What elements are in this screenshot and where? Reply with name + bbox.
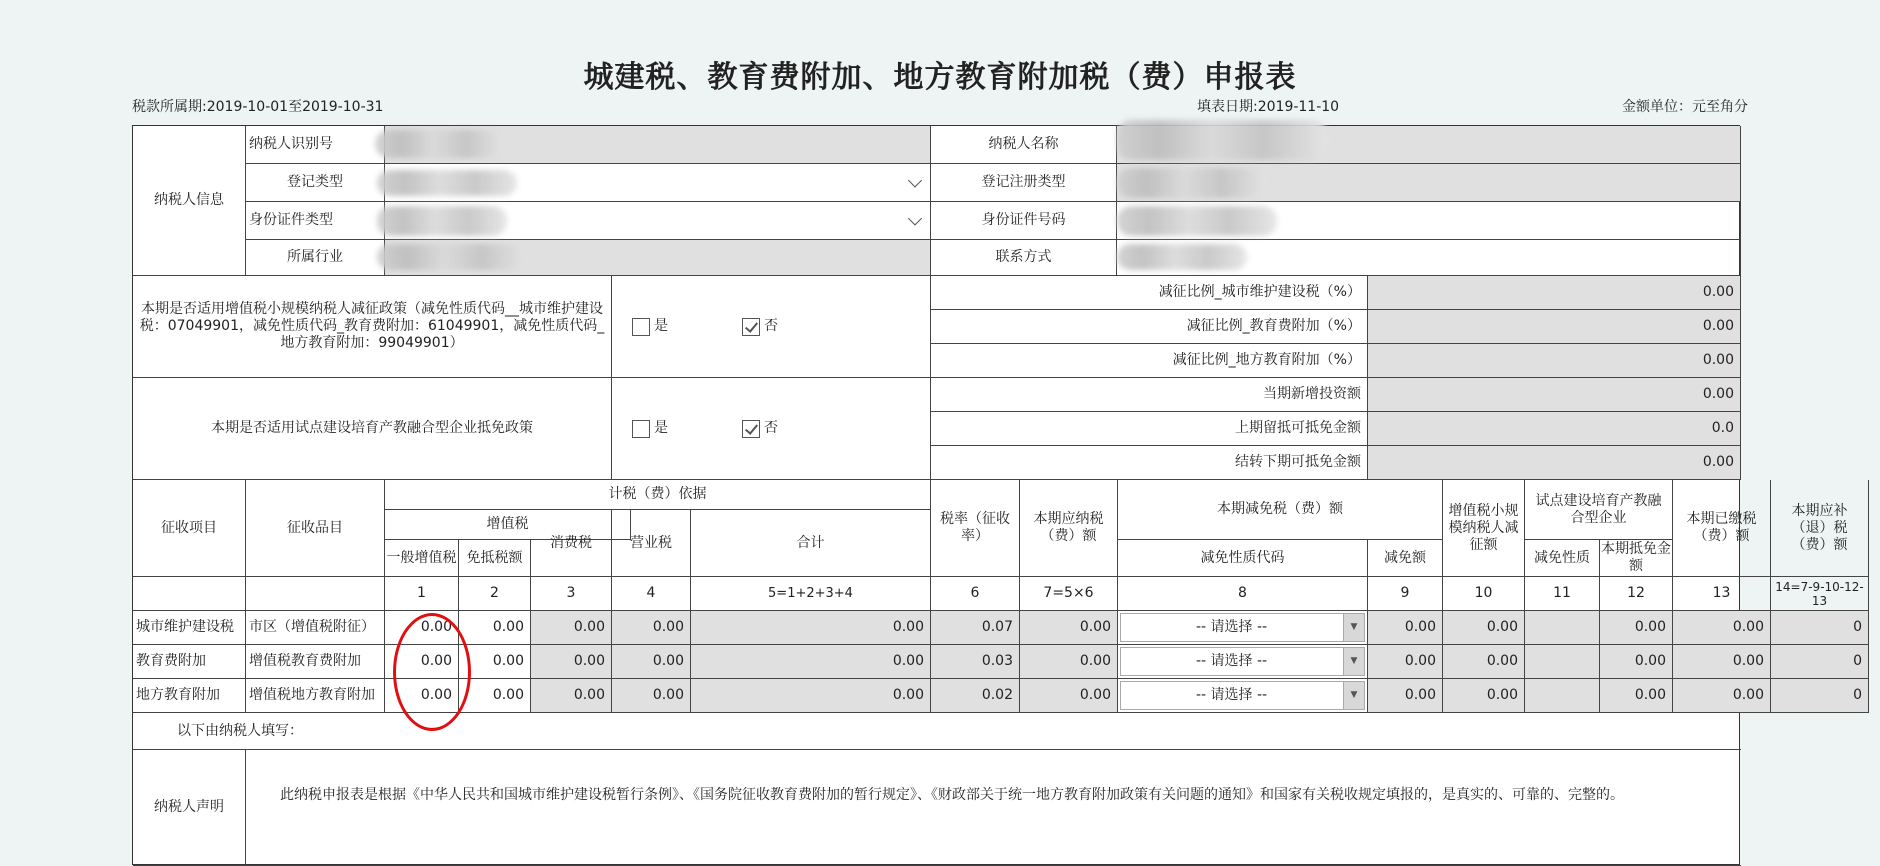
- policy1-rate-city-label: 减征比例_城市维护建设税（%）: [931, 276, 1368, 310]
- paid-cell: 0.00: [1673, 611, 1771, 645]
- refund-cell: 0: [1771, 645, 1869, 679]
- checkbox-checked-icon[interactable]: [742, 318, 760, 336]
- refund-cell: 0: [1771, 679, 1869, 713]
- policy1-no-option[interactable]: [742, 318, 778, 336]
- header-total: 合计: [691, 510, 931, 577]
- header-refund: 本期应补（退）税（费）额: [1771, 480, 1869, 577]
- contact-label: 联系方式: [931, 240, 1117, 276]
- reduction-amount-cell: 0.00: [1368, 645, 1443, 679]
- business-tax-cell: 0.00: [612, 679, 691, 713]
- row-item: 地方教育附加: [133, 679, 246, 713]
- small-scale-reduction-cell: 0.00: [1443, 611, 1525, 645]
- total-cell: 0.00: [691, 679, 931, 713]
- policy2-choice: [612, 378, 931, 480]
- paid-cell: 0.00: [1673, 679, 1771, 713]
- header-payable: 本期应纳税（费）额: [1020, 480, 1118, 577]
- exempt-vat-input[interactable]: 0.00: [459, 611, 531, 645]
- id-doc-no-label: 身份证件号码: [931, 202, 1117, 240]
- pilot-credit-cell: 0.00: [1600, 645, 1673, 679]
- small-scale-reduction-cell: 0.00: [1443, 645, 1525, 679]
- policy2-new-investment-label: 当期新增投资额: [931, 378, 1368, 412]
- reg-reg-type-field[interactable]: [1117, 164, 1741, 202]
- policy1-rate-local-label: 减征比例_地方教育附加（%）: [931, 344, 1368, 378]
- consumption-tax-cell: 0.00: [531, 645, 612, 679]
- reduction-amount-cell: 0.00: [1368, 611, 1443, 645]
- policy1-no-label: 否: [764, 318, 778, 334]
- taxpayer-info-label: 纳税人信息: [133, 126, 246, 276]
- id-doc-no-field[interactable]: [1117, 202, 1741, 240]
- colnum: 14=7-9-10-12-13: [1771, 577, 1869, 611]
- policy2-new-investment-value[interactable]: 0.00: [1368, 378, 1741, 412]
- policy1-yes-option[interactable]: [632, 318, 668, 336]
- payable-cell: 0.00: [1020, 645, 1118, 679]
- policy1-rate-edu-value[interactable]: 0.00: [1368, 310, 1741, 344]
- colnum: 11: [1525, 577, 1600, 611]
- policy2-yes-option[interactable]: [632, 420, 668, 438]
- colnum-blank: [133, 577, 246, 611]
- colnum: 13: [1673, 577, 1771, 611]
- fill-note: 以下由纳税人填写：: [133, 713, 1741, 750]
- rate-cell: 0.02: [931, 679, 1020, 713]
- colnum: 12: [1600, 577, 1673, 611]
- header-small-scale: 增值税小规模纳税人减征额: [1443, 480, 1525, 577]
- payable-cell: 0.00: [1020, 611, 1118, 645]
- row-subitem: 增值税地方教育附加: [246, 679, 385, 713]
- tax-period: 税款所属期:2019-10-01至2019-10-31: [132, 99, 384, 115]
- reduction-code-select[interactable]: [1120, 681, 1365, 710]
- small-scale-reduction-cell: 0.00: [1443, 679, 1525, 713]
- policy1-rate-local-value[interactable]: 0.00: [1368, 344, 1741, 378]
- general-vat-input[interactable]: 0.00: [385, 645, 459, 679]
- header-general-vat: 一般增值税: [385, 540, 459, 577]
- header-basis: 计税（费）依据: [385, 480, 931, 510]
- colnum: 1: [385, 577, 459, 611]
- fill-date: 填表日期:2019-11-10: [1197, 99, 1340, 115]
- row-item: 城市维护建设税: [133, 611, 246, 645]
- total-cell: 0.00: [691, 611, 931, 645]
- reduction-amount-cell: 0.00: [1368, 679, 1443, 713]
- policy1-choice: [612, 276, 931, 378]
- row-subitem: 增值税教育费附加: [246, 645, 385, 679]
- policy2-prev-credit-value[interactable]: 0.0: [1368, 412, 1741, 446]
- consumption-tax-cell: 0.00: [531, 679, 612, 713]
- policy1-rate-edu-label: 减征比例_教育费附加（%）: [931, 310, 1368, 344]
- header-pilot-credit: 本期抵免金额: [1600, 540, 1673, 577]
- consumption-tax-cell: 0.00: [531, 611, 612, 645]
- policy1-yes-label: 是: [654, 318, 668, 334]
- reduction-code-cell: [1118, 611, 1368, 645]
- colnum: 7=5×6: [1020, 577, 1118, 611]
- policy2-carry-credit-label: 结转下期可抵免金额: [931, 446, 1368, 480]
- reduction-code-cell: [1118, 679, 1368, 713]
- policy2-text: 本期是否适用试点建设培育产教融合型企业抵免政策: [133, 378, 612, 480]
- dropdown-arrow-icon[interactable]: ▼: [1343, 682, 1364, 709]
- header-reduction-amount: 减免额: [1368, 540, 1443, 577]
- policy2-carry-credit-value[interactable]: 0.00: [1368, 446, 1741, 480]
- rate-cell: 0.03: [931, 645, 1020, 679]
- select-placeholder: -- 请选择 --: [1195, 619, 1268, 635]
- colnum: 2: [459, 577, 531, 611]
- general-vat-input[interactable]: 0.00: [385, 679, 459, 713]
- exempt-vat-input[interactable]: 0.00: [459, 679, 531, 713]
- taxpayer-name-field[interactable]: [1117, 126, 1741, 164]
- industry-field[interactable]: [385, 240, 931, 276]
- pilot-credit-cell: 0.00: [1600, 679, 1673, 713]
- business-tax-cell: 0.00: [612, 645, 691, 679]
- page-title: 城建税、教育费附加、地方教育附加税（费）申报表: [583, 60, 1297, 95]
- payable-cell: 0.00: [1020, 679, 1118, 713]
- declaration-text: 此纳税申报表是根据《中华人民共和国城市维护建设税暂行条例》、《国务院征收教育费附加的暂行规定》、《财政部关于统一地方教育附加政策有关问题的通知》和国家有关税收规定填报的，是真实的、可靠的、完整的。: [246, 750, 1741, 866]
- header-pilot: 试点建设培育产教融合型企业: [1525, 480, 1673, 540]
- taxpayer-id-label: 纳税人识别号: [246, 126, 385, 164]
- amount-unit: 金额单位：元至角分: [1622, 99, 1748, 115]
- policy2-yes-label: 是: [654, 420, 668, 436]
- header-item: 征收项目: [133, 480, 246, 577]
- row-item: 教育费附加: [133, 645, 246, 679]
- pilot-credit-cell: 0.00: [1600, 611, 1673, 645]
- id-doc-type-label: 身份证件类型: [246, 202, 385, 240]
- header-rate: 税率（征收率）: [931, 480, 1020, 577]
- reg-type-select[interactable]: [385, 164, 931, 202]
- policy1-rate-city-value[interactable]: 0.00: [1368, 276, 1741, 310]
- reg-type-label: 登记类型: [246, 164, 385, 202]
- taxpayer-name-label: 纳税人名称: [931, 126, 1117, 164]
- pilot-nature-cell: [1525, 679, 1600, 713]
- paid-cell: 0.00: [1673, 645, 1771, 679]
- checkbox-checked-icon[interactable]: [742, 420, 760, 438]
- colnum: 10: [1443, 577, 1525, 611]
- row-subitem: 市区（增值税附征）: [246, 611, 385, 645]
- pilot-nature-cell: [1525, 645, 1600, 679]
- taxpayer-id-field[interactable]: [385, 126, 931, 164]
- header-paid: 本期已缴税（费）额: [1673, 480, 1771, 577]
- colnum: 5=1+2+3+4: [691, 577, 931, 611]
- header-exempt-vat: 免抵税额: [459, 540, 531, 577]
- reduction-code-select[interactable]: [1120, 613, 1365, 642]
- header-pilot-nature: 减免性质: [1525, 540, 1600, 577]
- header-consumption: 消费税: [531, 510, 612, 577]
- industry-label: 所属行业: [246, 240, 385, 276]
- policy2-no-label: 否: [764, 420, 778, 436]
- checkbox-empty-icon[interactable]: [632, 420, 650, 438]
- business-tax-cell: 0.00: [612, 611, 691, 645]
- header-reduction-code: 减免性质代码: [1118, 540, 1368, 577]
- header-business: 营业税: [612, 510, 691, 577]
- declaration-label: 纳税人声明: [133, 750, 246, 866]
- rate-cell: 0.07: [931, 611, 1020, 645]
- declaration-form: [132, 125, 1864, 865]
- dropdown-arrow-icon[interactable]: ▼: [1343, 648, 1364, 675]
- chevron-down-icon: [908, 173, 922, 187]
- dropdown-arrow-icon[interactable]: ▼: [1343, 614, 1364, 641]
- chevron-down-icon: [908, 211, 922, 225]
- policy2-no-option[interactable]: [742, 420, 778, 438]
- colnum: 3: [531, 577, 612, 611]
- policy1-text: 本期是否适用增值税小规模纳税人减征政策（减免性质代码__城市维护建设税：07049901，减免性质代码_教育费附加：61049901，减免性质代码_地方教育附加：99049901）: [133, 276, 612, 378]
- header-reduction: 本期减免税（费）额: [1118, 480, 1443, 540]
- colnum-blank: [246, 577, 385, 611]
- id-doc-type-select[interactable]: [385, 202, 931, 240]
- total-cell: 0.00: [691, 645, 931, 679]
- header-vat: 增值税: [385, 510, 631, 540]
- header-subitem: 征收品目: [246, 480, 385, 577]
- colnum: 6: [931, 577, 1020, 611]
- checkbox-empty-icon[interactable]: [632, 318, 650, 336]
- contact-field[interactable]: [1117, 240, 1741, 276]
- reg-reg-type-label: 登记注册类型: [931, 164, 1117, 202]
- reduction-code-cell: [1118, 645, 1368, 679]
- refund-cell: 0: [1771, 611, 1869, 645]
- colnum: 9: [1368, 577, 1443, 611]
- select-placeholder: -- 请选择 --: [1195, 653, 1268, 669]
- policy2-prev-credit-label: 上期留抵可抵免金额: [931, 412, 1368, 446]
- colnum: 4: [612, 577, 691, 611]
- exempt-vat-input[interactable]: 0.00: [459, 645, 531, 679]
- select-placeholder: -- 请选择 --: [1195, 687, 1268, 703]
- colnum: 8: [1118, 577, 1368, 611]
- pilot-nature-cell: [1525, 611, 1600, 645]
- reduction-code-select[interactable]: [1120, 647, 1365, 676]
- general-vat-input[interactable]: 0.00: [385, 611, 459, 645]
